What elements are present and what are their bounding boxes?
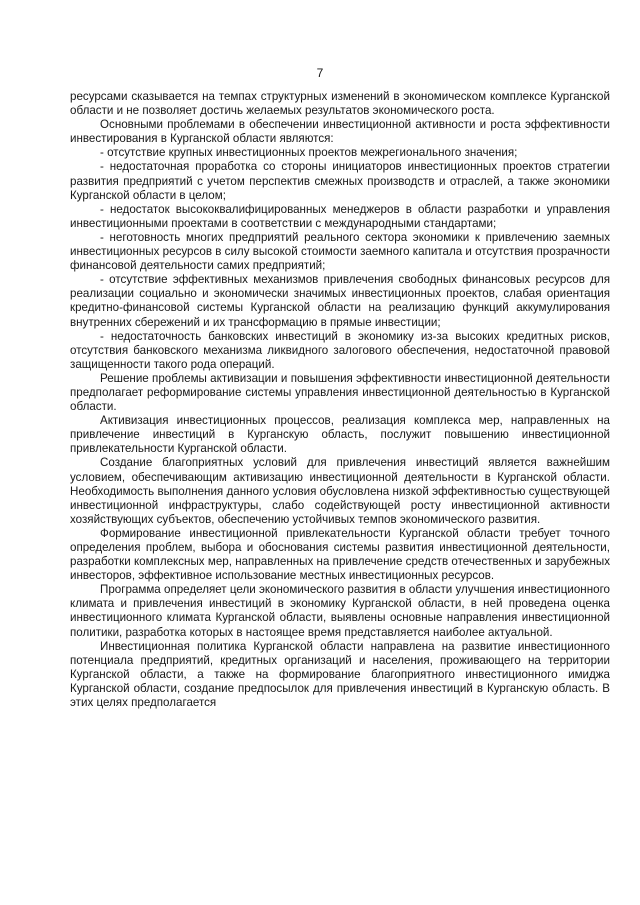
paragraph: - отсутствие крупных инвестиционных проектов межрегионального значения; — [100, 146, 518, 160]
paragraph: - недостаток высококвалифицированных менеджеров в области разработки и управления инвестиционными проектами в соответствии с международными стандартами; — [70, 202, 610, 230]
paragraph: Формирование инвестиционной привлекательности Курганской области требует точного определения проблем, выбора и обоснования системы развития инвестиционной деятельности, разработки комплексных мер, направленных на привлечение средств отечественных и зарубежных инвесторов, эффективное использование местных инвестиционных ресурсов. — [70, 526, 610, 583]
paragraph: Активизация инвестиционных процессов, реализация комплекса мер, направленных на привлечение инвестиций в Курганскую область, послужит повышению инвестиционной привлекательности Курганской области. — [70, 414, 610, 456]
paragraph: Программа определяет цели экономического развития в области улучшения инвестиционного климата и привлечения инвестиций в экономику Курганской области, в ней проведена оценка инвестиционного климата Курганской области, выявлены основные направления инвестиционной политики, разработка которых в настоящее время представляется наиболее актуальной. — [70, 583, 610, 639]
page-number: 7 — [316, 66, 324, 80]
paragraph: Инвестиционная политика Курганской области направлена на развитие инвестиционного потенциала предприятий, кредитных организаций и населения, проживающего на территории Курганской области, а также на формирование благоприятного инвестиционного имиджа Курганской области, создание предпосылок для привлечения инвестиций в Курганскую область. В этих целях предполагается — [70, 639, 610, 710]
paragraph: Основными проблемами в обеспечении инвестиционной активности и роста эффективности инвестирования в Курганской области являются: — [70, 118, 610, 146]
paragraph: ресурсами сказывается на темпах структурных изменений в экономическом комплексе Курганской области и не позволяет достичь желаемых результатов экономического роста. — [70, 90, 610, 118]
paragraph: - отсутствие эффективных механизмов привлечения свободных финансовых ресурсов для реализации социально и экономически значимых инвестиционных проектов, слабая ориентация кредитно-финансовой системы Курганской области на реализацию функций аккумулирования внутренних сбережений и их трансформацию в прямые инвестиции; — [70, 273, 610, 329]
paragraph: Создание благоприятных условий для привлечения инвестиций является важнейшим условием, обеспечивающим активизацию инвестиционной деятельности в Курганской области. Необходимость выполнения данного условия обусловлена низкой эффективностью существующей инвестиционной инфраструктуры, слабо содействующей росту инвестиционной активности хозяйствующих субъектов, обеспечению устойчивых темпов экономического развития. — [70, 456, 610, 526]
paragraph: Решение проблемы активизации и повышения эффективности инвестиционной деятельности предполагает реформирование системы управления инвестиционной деятельностью в Курганской области. — [70, 371, 610, 414]
document-body — [70, 90, 610, 710]
paragraph: - недостаточная проработка со стороны инициаторов инвестиционных проектов стратегии развития предприятий с учетом перспектив смежных производств и отраслей, а также экономики Курганской области в целом; — [70, 160, 610, 202]
paragraph: - неготовность многих предприятий реального сектора экономики к привлечению заемных инвестиционных ресурсов в силу высокой стоимости заемного капитала и отсутствия прозрачности финансовой деятельности самих предприятий; — [70, 230, 610, 273]
paragraph: - недостаточность банковских инвестиций в экономику из-за высоких кредитных рисков, отсутствия банковского механизма ликвидного залогового обеспечения, недостаточной правовой защищенности такого рода операций. — [70, 329, 610, 371]
